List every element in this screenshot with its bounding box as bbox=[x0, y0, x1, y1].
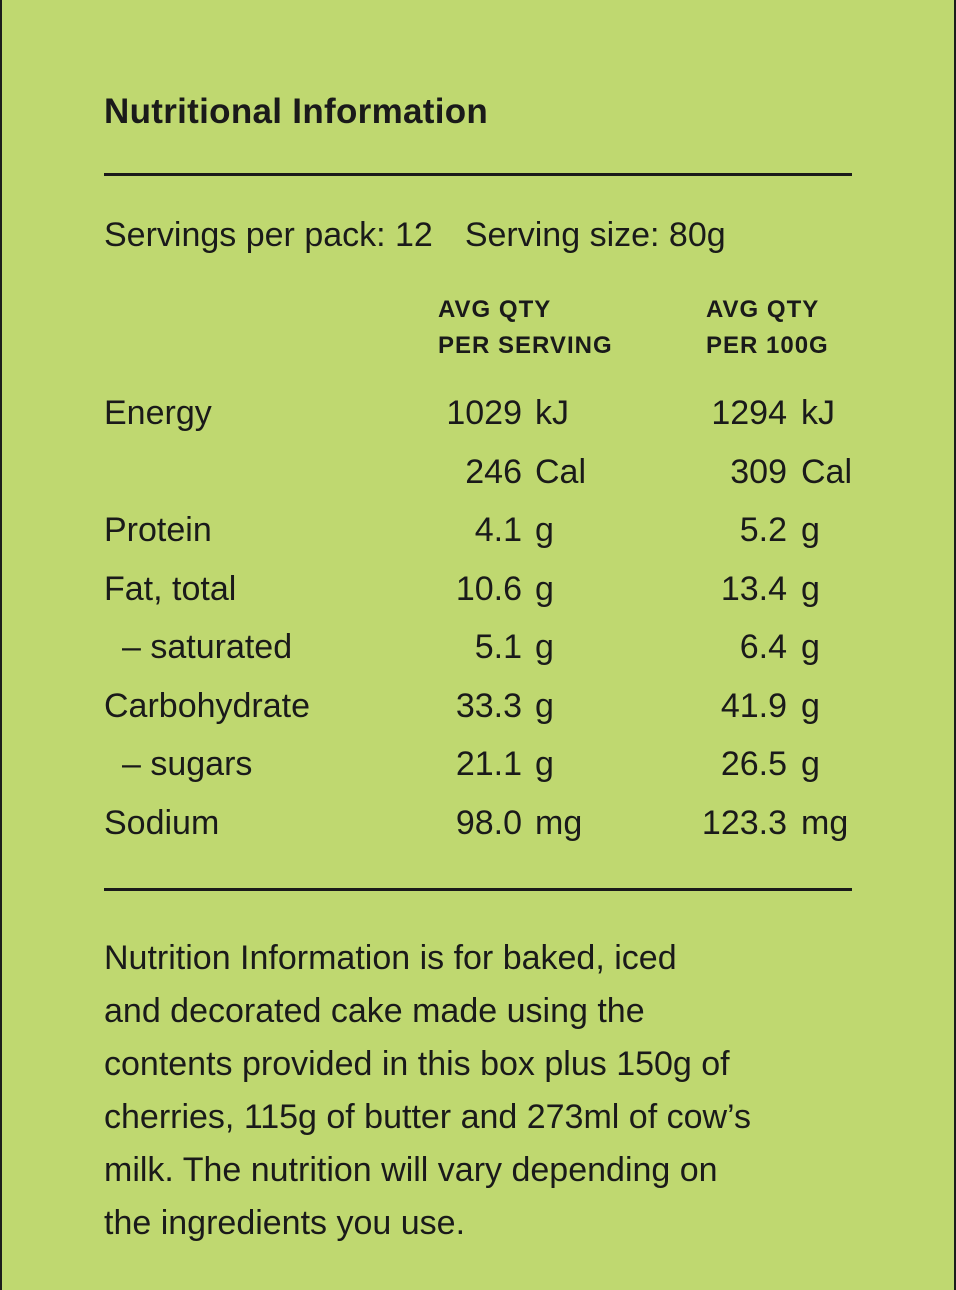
value-per-100g: 6.4 bbox=[739, 628, 787, 666]
unit-per-serving: g bbox=[535, 628, 554, 666]
nutrient-label: Energy bbox=[104, 394, 212, 432]
value-per-100g: 123.3 bbox=[701, 804, 787, 842]
nutrient-row-protein bbox=[2, 501, 954, 559]
value-per-serving: 21.1 bbox=[455, 745, 522, 783]
note-line: Nutrition Information is for baked, iced bbox=[104, 939, 677, 977]
nutrient-label: – saturated bbox=[122, 628, 293, 666]
nutrient-label: – sugars bbox=[122, 745, 253, 783]
unit-per-100g: g bbox=[801, 570, 820, 608]
value-per-serving: 4.1 bbox=[474, 511, 522, 549]
note-line: and decorated cake made using the bbox=[104, 992, 645, 1030]
nutrient-label: Protein bbox=[104, 511, 212, 549]
unit-per-100g: g bbox=[801, 687, 820, 725]
value-per-serving: 5.1 bbox=[474, 628, 522, 666]
column-header-per-100g bbox=[706, 292, 829, 364]
unit-per-serving: kJ bbox=[535, 394, 569, 432]
panel-title: Nutritional Information bbox=[104, 92, 489, 131]
unit-per-100g: g bbox=[801, 745, 820, 783]
nutrient-label: Fat, total bbox=[104, 570, 237, 608]
unit-per-100g: mg bbox=[801, 804, 849, 842]
unit-per-serving: g bbox=[535, 570, 554, 608]
nutrient-row-carbohydrate bbox=[2, 677, 954, 735]
servings-line bbox=[104, 216, 726, 255]
unit-per-serving: g bbox=[535, 745, 554, 783]
nutrient-row-saturated bbox=[2, 618, 954, 676]
value-per-serving: 246 bbox=[465, 453, 522, 491]
nutrient-row-fat-total bbox=[2, 560, 954, 618]
servings-per-pack: Servings per pack: 12 bbox=[104, 216, 433, 254]
note-line: milk. The nutrition will vary depending on bbox=[104, 1151, 718, 1189]
unit-per-100g: Cal bbox=[801, 453, 853, 491]
value-per-100g: 26.5 bbox=[720, 745, 787, 783]
value-per-100g: 13.4 bbox=[720, 570, 787, 608]
divider-bottom bbox=[104, 888, 852, 891]
nutrient-row-sugars bbox=[2, 735, 954, 793]
column-header-line: PER 100G bbox=[706, 332, 829, 359]
unit-per-100g: g bbox=[801, 511, 820, 549]
note-line: the ingredients you use. bbox=[104, 1204, 466, 1242]
column-header-line: AVG QTY bbox=[706, 296, 820, 323]
unit-per-serving: Cal bbox=[535, 453, 587, 491]
column-header-per-serving bbox=[438, 292, 613, 364]
nutrient-row-energy-cal bbox=[2, 443, 954, 501]
value-per-serving: 33.3 bbox=[455, 687, 522, 725]
unit-per-serving: g bbox=[535, 687, 554, 725]
value-per-100g: 5.2 bbox=[739, 511, 787, 549]
nutrient-label: Carbohydrate bbox=[104, 687, 311, 725]
note-line: cherries, 115g of butter and 273ml of cow’s bbox=[104, 1098, 751, 1136]
column-header-line: PER SERVING bbox=[438, 332, 613, 359]
value-per-100g: 309 bbox=[730, 453, 787, 491]
unit-per-100g: g bbox=[801, 628, 820, 666]
value-per-serving: 1029 bbox=[446, 394, 522, 432]
nutrition-note bbox=[104, 932, 864, 1250]
note-line: contents provided in this box plus 150g of bbox=[104, 1045, 730, 1083]
unit-per-serving: mg bbox=[535, 804, 583, 842]
divider-top bbox=[104, 173, 852, 176]
serving-size: Serving size: 80g bbox=[464, 216, 726, 254]
value-per-serving: 98.0 bbox=[455, 804, 522, 842]
unit-per-100g: kJ bbox=[801, 394, 835, 432]
value-per-serving: 10.6 bbox=[455, 570, 522, 608]
column-header-line: AVG QTY bbox=[438, 296, 552, 323]
value-per-100g: 41.9 bbox=[720, 687, 787, 725]
unit-per-serving: g bbox=[535, 511, 554, 549]
nutrient-label: Sodium bbox=[104, 804, 220, 842]
nutrient-row-sodium bbox=[2, 794, 954, 852]
nutrient-row-energy-kj bbox=[2, 384, 954, 442]
value-per-100g: 1294 bbox=[711, 394, 787, 432]
